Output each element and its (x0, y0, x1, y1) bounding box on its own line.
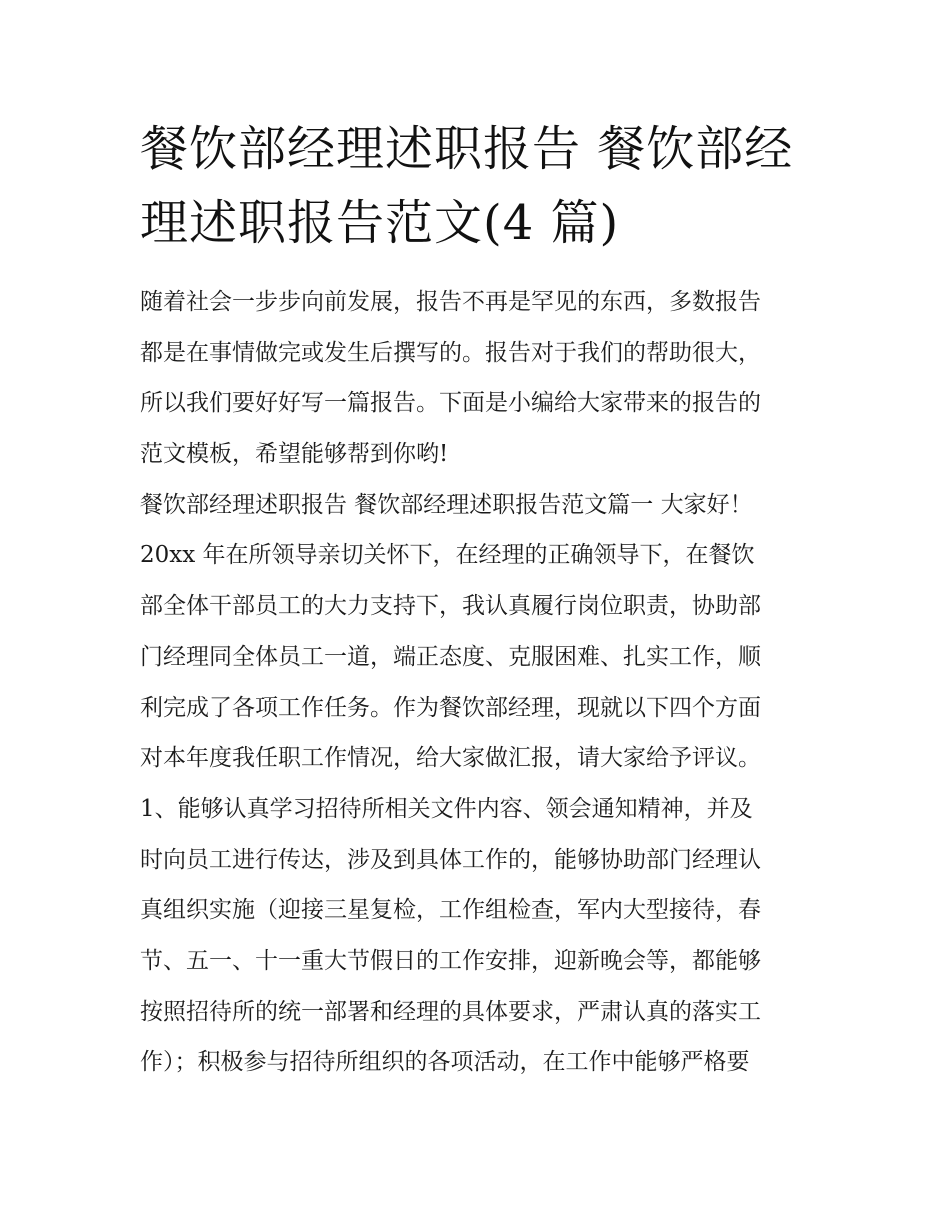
body-line: 随着社会一步步向前发展，报告不再是罕见的东西，多数报告 (140, 289, 761, 315)
body-line: 所以我们要好好写一篇报告。下面是小编给大家带来的报告的 (140, 390, 761, 417)
body-line: 20xx 年在所领导亲切关怀下，在经理的正确领导下，在餐饮 (140, 542, 755, 569)
body-line: 作）；积极参与招待所组织的各项活动，在工作中能够严格要 (140, 1049, 750, 1076)
body-line: 范文模板，希望能够帮到你哟! (140, 441, 449, 468)
body-line: 部全体干部员工的大力支持下，我认真履行岗位职责，协助部 (140, 593, 761, 620)
body-line: 真组织实施（迎接三星复检，工作组检查，军内大型接待，春 (140, 897, 761, 924)
body-line: 按照招待所的统一部署和经理的具体要求，严肃认真的落实工 (140, 998, 761, 1025)
title-line: 餐饮部经理述职报告 餐饮部经 (140, 121, 794, 177)
document-body (140, 277, 820, 1088)
body-line: 门经理同全体员工一道，端正态度、克服困难、扎实工作，顺 (140, 643, 761, 670)
body-line: 对本年度我任职工作情况，给大家做汇报，请大家给予评议。 (140, 745, 761, 772)
body-line: 都是在事情做完或发生后撰写的。报告对于我们的帮助很大， (140, 339, 761, 366)
body-line: 1、能够认真学习招待所相关文件内容、领会通知精神，并及 (140, 795, 753, 822)
title-line: 理述职报告范文(4 篇) (140, 195, 620, 251)
body-line: 时向员工进行传达，涉及到具体工作的，能够协助部门经理认 (140, 846, 761, 873)
body-line: 节、五一、十一重大节假日的工作安排，迎新晚会等，都能够 (140, 947, 761, 974)
body-line: 利完成了各项工作任务。作为餐饮部经理，现就以下四个方面 (140, 694, 761, 721)
body-line: 餐饮部经理述职报告 餐饮部经理述职报告范文篇一 大家好！ (140, 491, 753, 518)
document-title (140, 112, 820, 260)
